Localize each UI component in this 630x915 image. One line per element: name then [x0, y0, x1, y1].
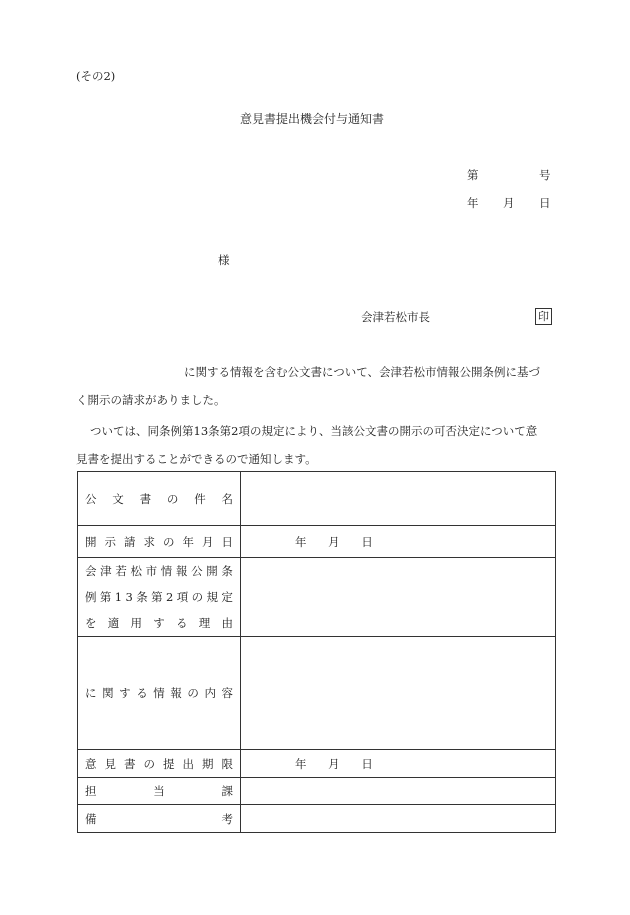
spread-label: 備 考 [85, 811, 233, 826]
deadline-year: 年 [295, 756, 307, 771]
value-deadline [241, 750, 556, 778]
spread-label: 例 第 1 3 条 第 2 項 の 規 定 [85, 590, 233, 604]
form-number: (その2) [76, 69, 116, 83]
label-request-date [78, 526, 241, 558]
table-row [78, 750, 556, 778]
table-row [78, 805, 556, 833]
spread-label: 公 文 書 の 件 名 [85, 491, 233, 506]
date-year: 年 [467, 196, 479, 210]
document-title: 意見書提出機会付与通知書 [240, 112, 385, 126]
value-applicable-reason [241, 558, 556, 637]
body-line-1: に関する情報を含む公文書について、会津若松市情報公開条例に基づ [184, 365, 541, 379]
spread-label: 会 津 若 松 市 情 報 公 開 条 [85, 564, 233, 578]
deadline-day: 日 [361, 756, 373, 771]
addressee-suffix: 様 [218, 253, 230, 267]
sender-name: 会津若松市長 [361, 310, 430, 324]
doc-number-go: 号 [539, 168, 551, 182]
request-day: 日 [361, 534, 373, 549]
value-document-name [241, 472, 556, 526]
table-row [78, 637, 556, 750]
body-line-4: 見書を提出することができるので通知します。 [76, 452, 317, 466]
seal-mark: 印 [535, 308, 552, 325]
request-year: 年 [295, 534, 307, 549]
label-remarks [78, 805, 241, 833]
spread-label: を 適 用 す る 理 由 [85, 616, 233, 630]
label-deadline [78, 750, 241, 778]
spread-label: 開 示 請 求 の 年 月 日 [85, 534, 233, 549]
body-line-2: く開示の請求がありました。 [76, 393, 226, 407]
value-department [241, 778, 556, 805]
date-month: 月 [503, 196, 515, 210]
doc-number-dai: 第 [467, 168, 479, 182]
body-line-3: ついては、同条例第13条第2項の規定により、当該公文書の開示の可否決定について意 [90, 424, 538, 438]
table-row [78, 472, 556, 526]
spread-label: 意 見 書 の 提 出 期 限 [85, 756, 233, 771]
value-info-content [241, 637, 556, 750]
label-applicable-reason [78, 558, 241, 637]
value-remarks [241, 805, 556, 833]
table-row [78, 558, 556, 637]
value-request-date [241, 526, 556, 558]
request-month: 月 [328, 534, 340, 549]
table-row [78, 526, 556, 558]
date-day: 日 [539, 196, 551, 210]
label-info-content [78, 637, 241, 750]
label-department [78, 778, 241, 805]
spread-label: 担 当 課 [85, 784, 233, 798]
spread-label: に 関 す る 情 報 の 内 容 [85, 686, 233, 700]
table-row [78, 778, 556, 805]
label-document-name [78, 472, 241, 526]
details-table [77, 471, 556, 833]
deadline-month: 月 [328, 756, 340, 771]
